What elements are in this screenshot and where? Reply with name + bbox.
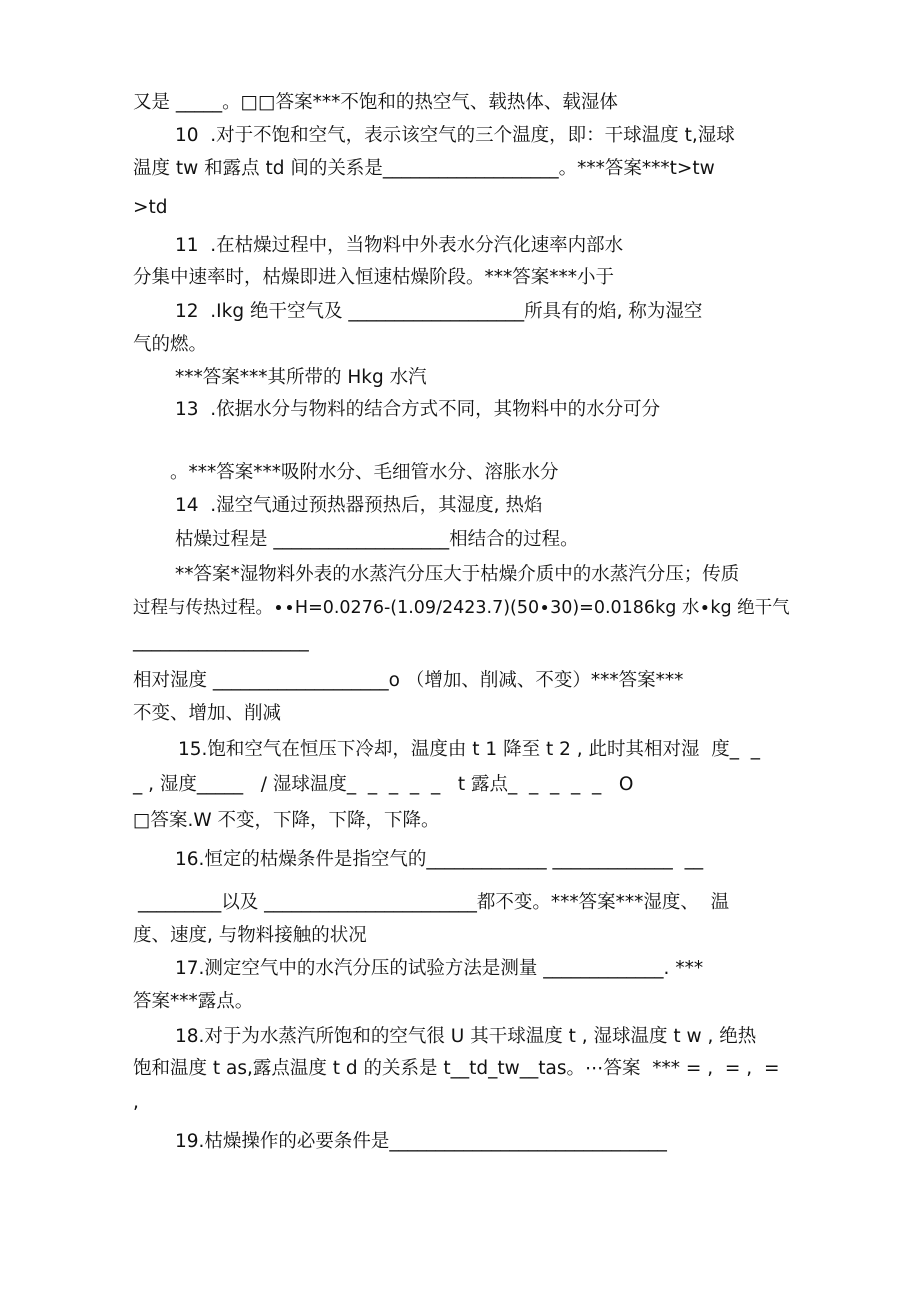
text-line: >td bbox=[133, 197, 168, 218]
text-line: **答案*湿物料外表的水蒸汽分压大于枯燥介质中的水蒸汽分压；传质 bbox=[175, 564, 740, 585]
text-line: 11 .在枯燥过程中，当物料中外表水分汽化速率内部水 bbox=[175, 235, 624, 256]
text-line: 分集中速率时，枯燥即进入恒速枯燥阶段。***答案***小于 bbox=[133, 267, 615, 288]
text-line: _________以及 _______________________都不变。***答案***湿度、 温 bbox=[138, 892, 730, 913]
text-line: ___________________ bbox=[133, 631, 309, 652]
text-line: □答案.W 不变，下降，下降，下降。 bbox=[133, 810, 440, 831]
text-line: 相对湿度 ___________________o （增加、削减、不变）***答案*** bbox=[133, 670, 684, 691]
text-line: 气的燃。 bbox=[133, 334, 208, 355]
text-line: 12 .Ikg 绝干空气及 ___________________所具有的焰, 称为湿空 bbox=[175, 301, 703, 322]
text-line: 16.恒定的枯燥条件是指空气的_____________ _____________ __ bbox=[175, 849, 704, 870]
text-line: 又是 _____。□□答案***不饱和的热空气、载热体、载湿体 bbox=[133, 92, 618, 113]
text-line: 18.对于为水蒸汽所饱和的空气很 U 其干球温度 t , 湿球温度 t w , 绝热 bbox=[175, 1026, 757, 1047]
text-line: 10 .对于不饱和空气，表示该空气的三个温度，即：干球温度 t,湿球 bbox=[175, 125, 735, 146]
text-line: , bbox=[133, 1092, 139, 1113]
text-line: 答案***露点。 bbox=[133, 991, 254, 1012]
text-line: 13 .依据水分与物料的结合方式不同，其物料中的水分可分 bbox=[175, 399, 661, 420]
text-line: 15.饱和空气在恒压下冷却，温度由 t 1 降至 t 2 , 此时其相对湿 度_ _ bbox=[178, 739, 761, 760]
text-line: 14 .湿空气通过预热器预热后，其湿度, 热焰 bbox=[175, 495, 543, 516]
text-line: _ , 湿度_____ / 湿球温度_ _ _ _ _ t 露点_ _ _ _ _ O bbox=[133, 774, 634, 795]
text-line: 17.测定空气中的水汽分压的试验方法是测量 _____________. *** bbox=[175, 958, 704, 979]
text-line: 温度 tw 和露点 td 间的关系是___________________。***答案***t>tw bbox=[133, 158, 715, 179]
text-line: 不变、增加、削减 bbox=[133, 703, 282, 724]
text-line: ***答案***其所带的 Hkg 水汽 bbox=[175, 367, 427, 388]
text-line: 枯燥过程是 ___________________相结合的过程。 bbox=[175, 529, 579, 550]
text-line: 19.枯燥操作的必要条件是______________________________ bbox=[175, 1131, 667, 1152]
text-line: 饱和温度 t as,露点温度 t d 的关系是 t__td_tw__tas。⋯答案 *** = , = , = bbox=[133, 1058, 780, 1079]
text-line: 度、速度, 与物料接触的状况 bbox=[133, 925, 367, 946]
text-line: 。***答案***吸附水分、毛细管水分、溶胀水分 bbox=[170, 462, 559, 483]
text-line: 过程与传热过程。∙∙H=0.0276-(1.09∕2423.7)(50∙30)=0.0186kg 水∙kg 绝干气 bbox=[133, 598, 790, 618]
